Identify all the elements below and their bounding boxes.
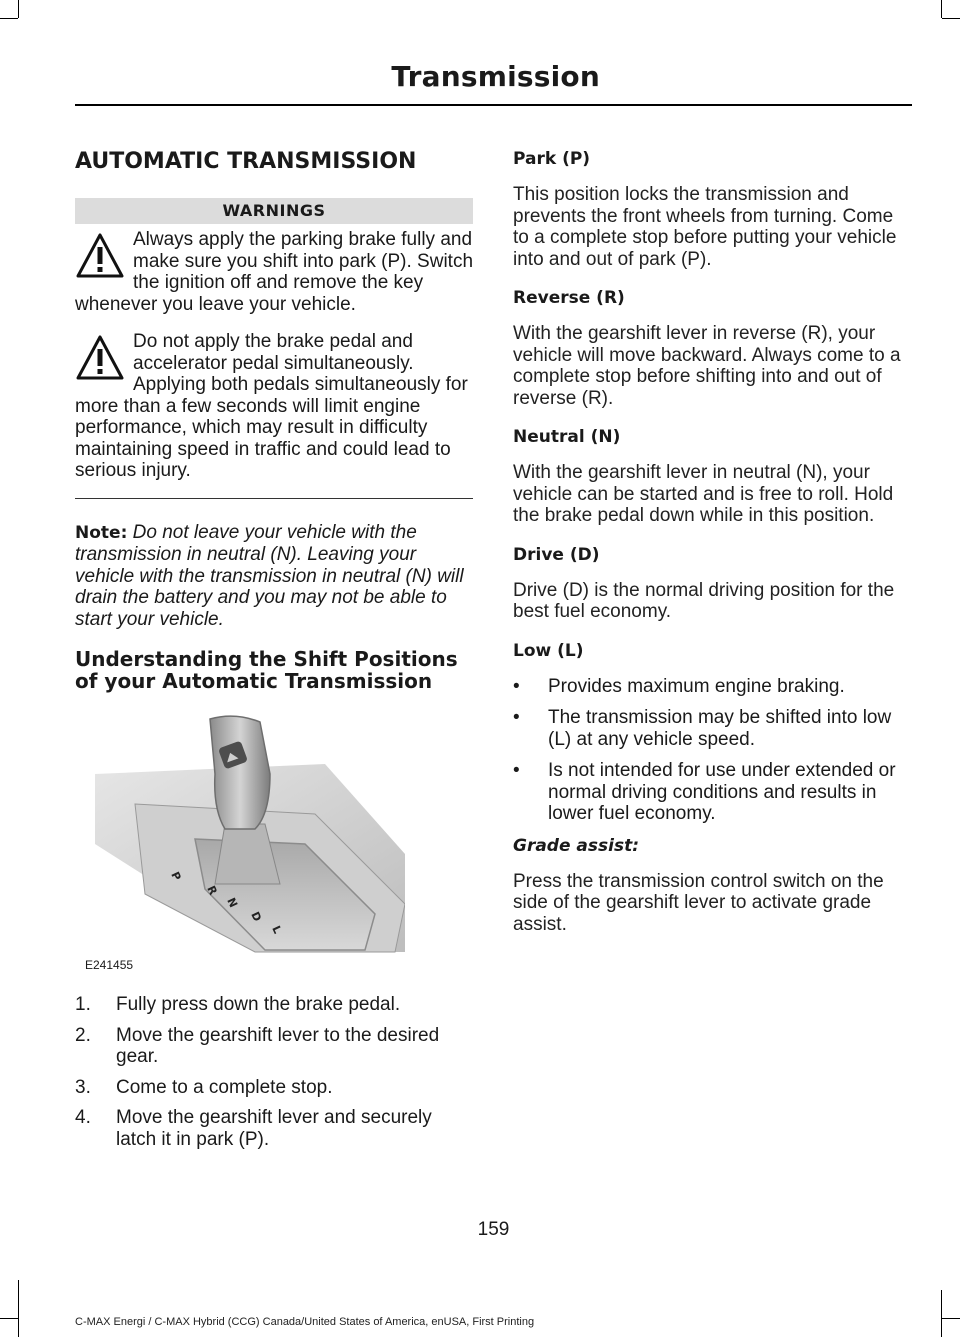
crop-mark (0, 1318, 18, 1319)
low-bullets (513, 676, 908, 825)
bullet-text: Is not intended for use under extended or normal driving conditions and results in lower fuel economy. (548, 760, 896, 824)
grade-assist-heading: Grade assist: (513, 835, 640, 856)
step-number: 3. (75, 1076, 91, 1098)
page-number: 159 (477, 1219, 510, 1240)
section-title: AUTOMATIC TRANSMISSION (75, 149, 417, 174)
step-number: 4. (75, 1107, 91, 1128)
note-label: Note: (75, 522, 128, 543)
park-text: This position locks the transmission and prevents the front wheels from turning. Come to a complete stop before putting your vehicle into and out of park (P). (513, 184, 897, 270)
list-item (513, 707, 908, 750)
grade-assist-text: Press the transmission control switch on the side of the gearshift lever to activate grade assist. (513, 870, 884, 935)
park-heading: Park (P) (513, 149, 591, 169)
warning-triangle-icon (75, 231, 125, 281)
page-footer: C-MAX Energi / C-MAX Hybrid (CCG) Canada/United States of America, enUSA, First Printing (75, 1316, 535, 1328)
crop-mark (18, 0, 19, 18)
list-item (513, 760, 908, 825)
grade-assist-section (513, 835, 908, 936)
warnings-divider (75, 498, 473, 499)
warning-item (75, 229, 473, 315)
crop-mark (942, 1318, 960, 1319)
neutral-text: With the gearshift lever in neutral (N), your vehicle can be started and is free to roll. Hold the brake pedal down while in this position. (513, 462, 894, 526)
low-heading: Low (L) (513, 640, 584, 661)
bullet: • (513, 675, 520, 697)
crop-mark (18, 1280, 19, 1337)
procedure-steps (75, 994, 473, 1150)
reverse-text: With the gearshift lever in reverse (R), your vehicle will move backward. Always come to a complete stop before shifting into and out of reverse (R). (513, 323, 901, 409)
list-item (513, 676, 908, 698)
gear-letter-d: D (248, 909, 264, 924)
step-text: Fully press down the brake pedal. (116, 994, 401, 1015)
neutral-section (513, 426, 908, 527)
gear-letter-p: P (168, 869, 184, 883)
bullet: • (513, 707, 520, 728)
list-item (75, 1107, 473, 1150)
note (75, 522, 473, 631)
warning-text: Always apply the parking brake fully and make sure you shift into park (P). Switch the ignition off and remove the key whenever you leave your vehicle. (75, 229, 474, 315)
low-section (513, 640, 908, 825)
header-rule (75, 104, 912, 106)
right-column (513, 148, 908, 952)
warning-text: Do not apply the brake pedal and accelerator pedal simultaneously. Applying both pedals simultaneously for more than a few seconds will limit engine performance, which may result in difficulty maintaining speed in traffic and could lead to serious injury. (75, 331, 468, 481)
bullet: • (513, 760, 520, 781)
bullet-text: Provides maximum engine braking. (548, 675, 845, 697)
drive-heading: Drive (D) (513, 544, 600, 565)
page-header-title: Transmission (391, 60, 600, 93)
crop-mark (942, 18, 960, 19)
note-text: Do not leave your vehicle with the transmission in neutral (N). Leaving your vehicle with the transmission in neutral (N) will drain the battery and you may not be able to start your vehicle. (75, 521, 464, 630)
bullet-text: The transmission may be shifted into low (L) at any vehicle speed. (548, 707, 892, 750)
left-column (75, 148, 473, 1159)
step-text: Move the gearshift lever and securely latch it in park (P). (116, 1107, 432, 1150)
warning-item (75, 331, 473, 482)
crop-mark (0, 18, 18, 19)
warning-triangle-icon (75, 333, 125, 383)
gearshift-lever-image (75, 714, 405, 976)
crop-mark (941, 1290, 942, 1337)
step-number: 1. (75, 994, 91, 1015)
drive-text: Drive (D) is the normal driving position for the best fuel economy. (513, 579, 895, 622)
drive-section (513, 544, 908, 623)
reverse-heading: Reverse (R) (513, 288, 625, 308)
figure-code: E241455 (85, 958, 134, 972)
list-item (75, 994, 473, 1016)
gearshift-illustration (75, 714, 405, 976)
gear-letter-n: N (224, 895, 240, 910)
neutral-heading: Neutral (N) (513, 427, 621, 447)
list-item (75, 1025, 473, 1068)
step-text: Move the gearshift lever to the desired gear. (116, 1024, 440, 1067)
list-item (75, 1077, 473, 1099)
subheading: Understanding the Shift Positions of your Automatic Transmission (75, 647, 458, 693)
step-text: Come to a complete stop. (116, 1076, 333, 1098)
step-number: 2. (75, 1024, 91, 1046)
crop-mark (941, 0, 942, 18)
park-section (513, 148, 908, 270)
gear-letter-l: L (269, 923, 285, 936)
reverse-section (513, 287, 908, 409)
warnings-label: WARNINGS (75, 198, 473, 224)
gear-letter-r: R (204, 883, 220, 897)
